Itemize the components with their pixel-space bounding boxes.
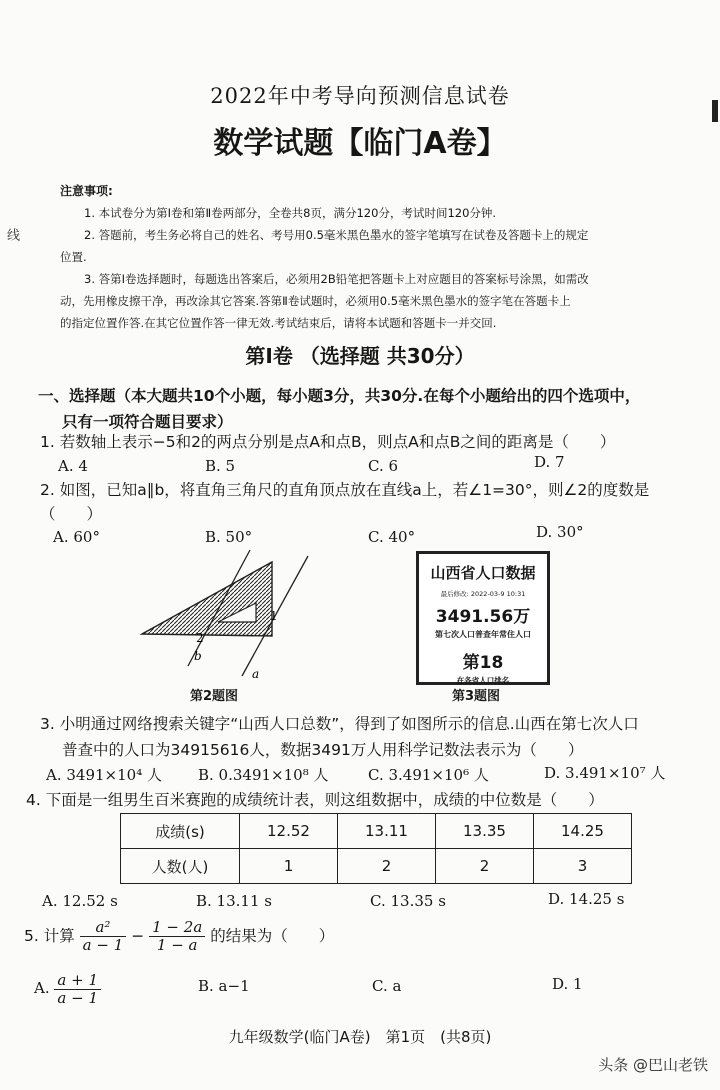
q5-frac1-denominator: a − 1 [82, 936, 124, 954]
q5-frac2-denominator: 1 − a [156, 936, 198, 954]
table-row [121, 849, 632, 884]
table-cell: 人数(人) [121, 849, 240, 884]
note-item: 2. 答题前，考生务必将自己的姓名、考号用0.5毫米黑色墨水的签字笔填写在试卷及答题卡上的规定 [84, 228, 589, 242]
q2-stem: 2. 如图，已知a∥b，将直角三角尺的直角顶点放在直线a上，若∠1=30°，则∠2的度数是 [40, 481, 650, 499]
section-instruction-cont: 只有一项符合题目要求） [62, 413, 233, 431]
q5-stem [24, 914, 334, 958]
q1-option-d: D. 7 [534, 453, 565, 471]
q5-suffix: 的结果为（ ） [210, 927, 335, 945]
table-cell: 3 [534, 849, 632, 884]
q5-option-d: D. 1 [552, 975, 583, 993]
triangle-ruler [142, 562, 272, 636]
table-cell: 2 [338, 849, 436, 884]
note-item: 3. 答第Ⅰ卷选择题时，每题选出答案后，必须用2B铅笔把答题卡上对应题目的答案标号涂黑，如需改 [84, 272, 589, 286]
q3-option-a: A. 3491×10⁴ 人 [46, 766, 162, 784]
q5-option-a [34, 968, 101, 1008]
notes-heading: 注意事项: [60, 184, 113, 198]
section-instruction: 一、选择题（本大题共10个小题，每小题3分，共30分.在每个小题给出的四个选项中， [38, 387, 641, 405]
line-a-label: a [252, 667, 260, 680]
q5-frac2-numerator: 1 − 2a [149, 919, 205, 937]
q5-option-a-fraction [54, 972, 101, 1007]
q5-minus: − [131, 927, 145, 945]
title-line1: 2022年中考导向预测信息试卷 [210, 84, 510, 108]
poster-title: 山西省人口数据 [430, 564, 536, 582]
margin-char: 线 [4, 228, 19, 241]
title-line2: 数学试题【临门A卷】 [213, 126, 507, 161]
poster-date: 最后修改: 2022-03-9 10:31 [440, 590, 526, 598]
q2-option-c: C. 40° [368, 528, 416, 546]
q3-option-c: C. 3.491×10⁶ 人 [368, 766, 489, 784]
q3-stem-cont: 普查中的人口为34915616人，数据3491万人用科学记数法表示为（ ） [62, 741, 584, 759]
q5-option-b: B. a−1 [198, 977, 250, 995]
q5-fraction-1 [80, 919, 127, 954]
table-cell: 14.25 [534, 814, 632, 849]
poster-value: 3491.56万 [435, 607, 531, 627]
q5-prefix: 5. 计算 [24, 927, 75, 945]
q4-option-b: B. 13.11 s [196, 892, 272, 910]
page-footer: 九年级数学(临门A卷) 第1页 (共8页) [228, 1028, 492, 1046]
table-cell: 1 [240, 849, 338, 884]
q5-fraction-2 [149, 919, 205, 954]
section-title: 第Ⅰ卷 （选择题 共30分） [245, 344, 475, 368]
q1-option-a: A. 4 [58, 457, 88, 475]
q4-stem: 4. 下面是一组男生百米赛跑的成绩统计表，则这组数据中，成绩的中位数是（ ） [26, 791, 604, 809]
q2-option-a: A. 60° [53, 528, 100, 546]
q2-stem-cont: （ ） [40, 505, 103, 523]
q4-option-c: C. 13.35 s [370, 892, 446, 910]
q1-option-c: C. 6 [368, 457, 399, 475]
q3-stem: 3. 小明通过网络搜索关键字“山西人口总数”，得到了如图所示的信息.山西在第七次人口 [40, 715, 639, 733]
score-table [120, 813, 632, 884]
note-item: 的指定位置作答.在其它位置作答一律无效.考试结束后，请将本试题和答题卡一并交回. [60, 316, 497, 330]
table-cell: 12.52 [240, 814, 338, 849]
notes-block [60, 180, 680, 334]
q5-frac1-numerator: a² [80, 919, 127, 937]
population-poster [416, 551, 550, 685]
table-cell: 成绩(s) [121, 814, 240, 849]
q2-option-b: B. 50° [205, 528, 253, 546]
note-item: 位置. [60, 250, 87, 264]
q2-caption: 第2题图 [190, 689, 239, 704]
note-item: 1. 本试卷分为第Ⅰ卷和第Ⅱ卷两部分，全卷共8页，满分120分，考试时间120分钟. [84, 206, 497, 220]
poster-rank: 第18 [462, 653, 504, 673]
table-cell: 13.35 [436, 814, 534, 849]
q5-optA-denominator: a − 1 [57, 988, 98, 1007]
q3-option-b: B. 0.3491×10⁸ 人 [198, 766, 329, 784]
q1-option-b: B. 5 [205, 457, 236, 475]
note-item: 动，先用橡皮擦干净，再改涂其它答案.答第Ⅱ卷试题时，必须用0.5毫米黑色墨水的签字笔在答题卡上 [60, 294, 571, 308]
q3-option-d: D. 3.491×10⁷ 人 [544, 764, 666, 782]
q5-optA-numerator: a + 1 [54, 972, 101, 990]
q1-stem: 1. 若数轴上表示−5和2的两点分别是点A和点B，则点A和点B之间的距离是（ ） [40, 433, 616, 451]
q5-option-c: C. a [372, 977, 402, 995]
table-cell: 13.11 [338, 814, 436, 849]
q4-option-a: A. 12.52 s [42, 892, 118, 910]
watermark: 头条 @巴山老铁 [598, 1056, 708, 1074]
q3-caption: 第3题图 [452, 689, 501, 704]
poster-census: 第七次人口普查年常住人口 [435, 630, 531, 639]
q2-figure [130, 548, 320, 680]
q4-option-d: D. 14.25 s [548, 890, 625, 908]
q5-option-a-label: A. [34, 979, 50, 997]
angle2-label: 2 [196, 631, 204, 645]
table-row [121, 814, 632, 849]
q2-option-d: D. 30° [536, 523, 584, 541]
table-cell: 2 [436, 849, 534, 884]
line-b-label: b [194, 649, 202, 663]
poster-rank-label: 在各省人口排名 [456, 676, 510, 685]
angle1-label: 1 [270, 609, 278, 623]
